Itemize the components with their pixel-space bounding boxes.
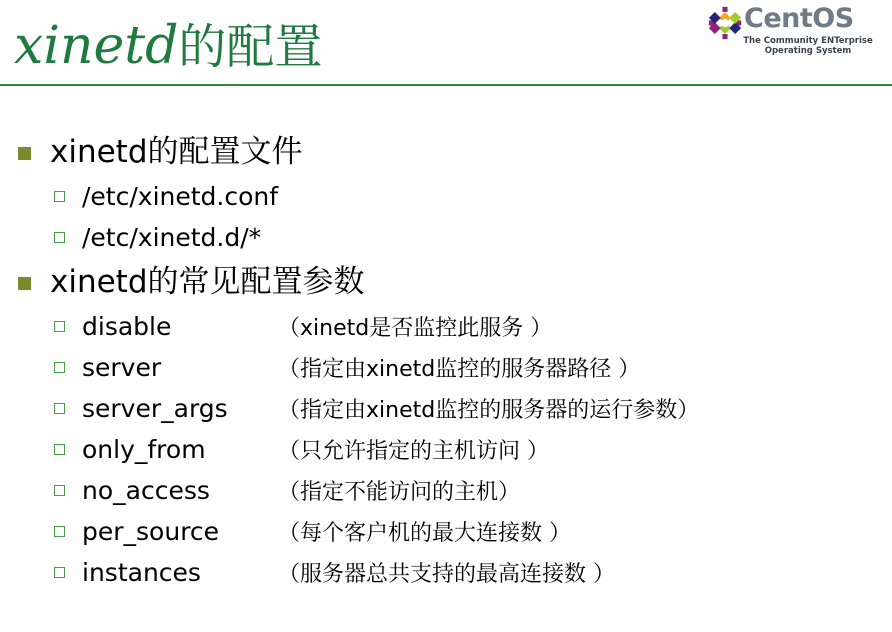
list-item (0, 390, 892, 431)
param-description: （指定由xinetd监控的服务器的运行参数） (278, 398, 700, 423)
param-description: （只允许指定的主机访问 ） (278, 439, 549, 464)
section-heading (0, 262, 892, 304)
hollow-square-bullet-icon (54, 567, 65, 578)
centos-logo-icon (708, 6, 742, 40)
param-name: instances (82, 558, 201, 587)
list-item (0, 349, 892, 390)
slide-content (0, 132, 892, 595)
list-item (0, 513, 892, 554)
hollow-square-bullet-icon (54, 321, 65, 332)
hollow-square-bullet-icon (54, 232, 65, 243)
param-name: only_from (82, 435, 206, 464)
list-item (0, 554, 892, 595)
centos-logo (708, 4, 876, 68)
section-heading-label: xinetd的配置文件 (50, 134, 303, 170)
hollow-square-bullet-icon (54, 485, 65, 496)
page-title-mono: xinetd (14, 16, 179, 76)
hollow-square-bullet-icon (54, 526, 65, 537)
hollow-square-bullet-icon (54, 191, 65, 202)
square-bullet-icon (18, 147, 31, 160)
param-name: no_access (82, 476, 210, 505)
list-item (0, 308, 892, 349)
list-item (0, 219, 892, 260)
hollow-square-bullet-icon (54, 403, 65, 414)
param-description: （指定由xinetd监控的服务器路径 ） (278, 357, 641, 382)
centos-logo-tagline (738, 36, 878, 56)
hollow-square-bullet-icon (54, 362, 65, 373)
list-item (0, 431, 892, 472)
centos-logo-text: CentOS (744, 3, 854, 34)
page-title (14, 8, 322, 77)
list-item (0, 178, 892, 219)
list-item-key: /etc/xinetd.d/* (82, 223, 262, 252)
section-heading-label: xinetd的常见配置参数 (50, 264, 365, 300)
param-name: server_args (82, 394, 228, 423)
square-bullet-icon (18, 277, 31, 290)
param-description: （服务器总共支持的最高连接数 ） (278, 562, 615, 587)
param-description: （每个客户机的最大连接数 ） (278, 521, 571, 546)
centos-logo-tagline-line1: The Community ENTerprise (743, 36, 873, 46)
hollow-square-bullet-icon (54, 444, 65, 455)
list-item (0, 472, 892, 513)
centos-logo-tagline-line2: Operating System (764, 46, 852, 56)
section-heading (0, 132, 892, 174)
param-name: server (82, 353, 162, 382)
param-description: （指定不能访问的主机） (278, 480, 521, 505)
list-item-key: /etc/xinetd.conf (82, 182, 279, 211)
page-title-cn: 的配置 (178, 19, 323, 75)
param-name: per_source (82, 517, 220, 546)
param-description: （xinetd是否监控此服务 ） (278, 316, 553, 341)
header-divider (0, 84, 892, 86)
param-name: disable (82, 312, 172, 341)
